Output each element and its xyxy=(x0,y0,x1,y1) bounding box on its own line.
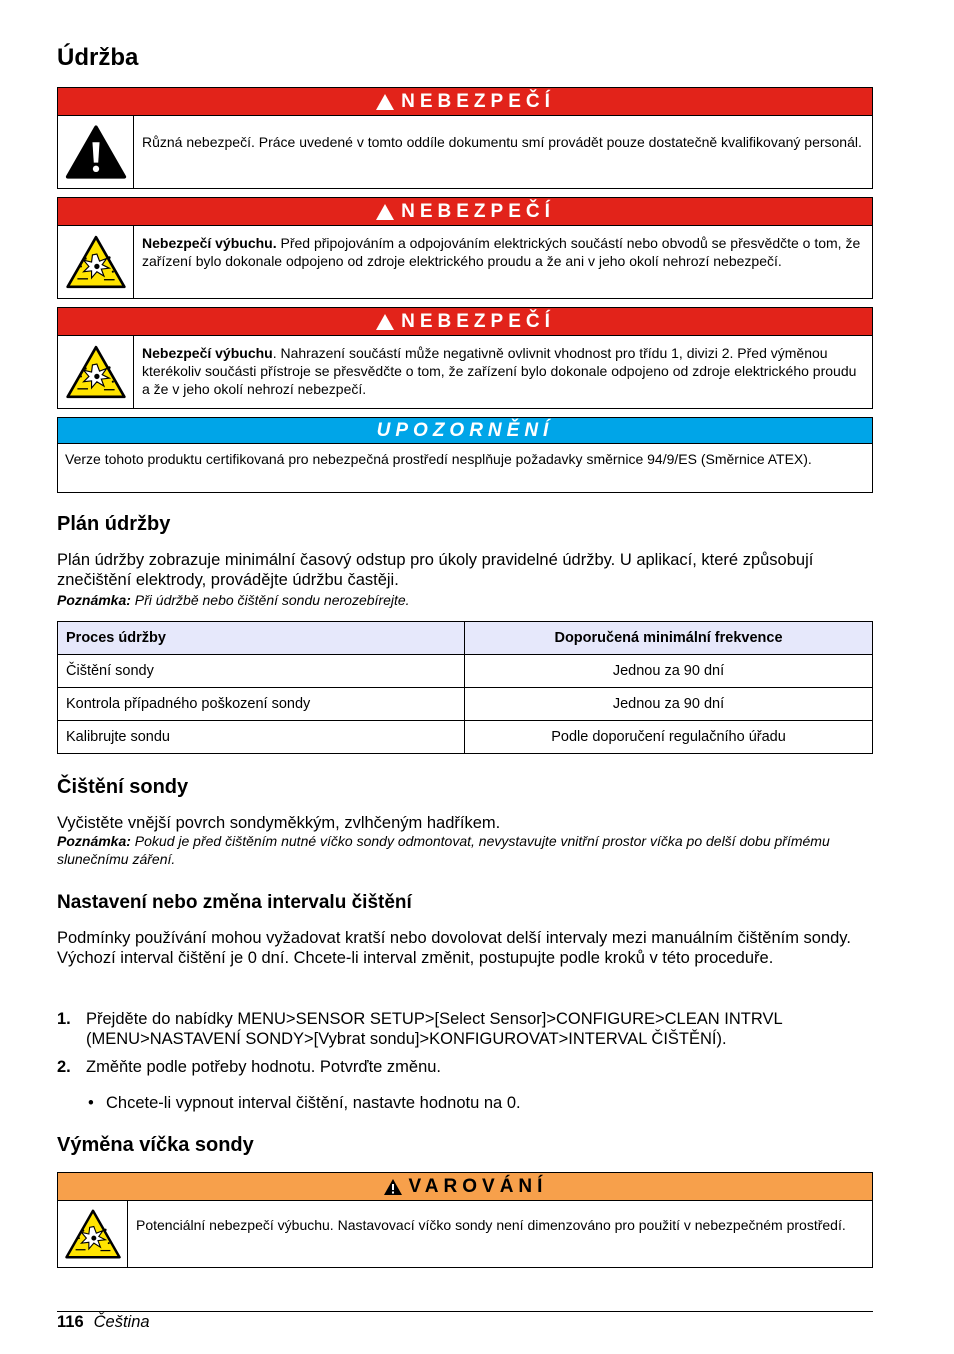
danger-text: Před připojováním a odpojováním elektrických součástí nebo obvodů se přesvědčte o tom, že zařízení bylo dokonale odpojeno od zdroje elektrického proudu a že ani v jeho okolí nehrozí nebezpečí. xyxy=(142,235,861,269)
table-header-cell: Proces údržby xyxy=(58,622,465,655)
warning-banner-label: VAROVÁNÍ xyxy=(408,1175,548,1197)
step-1: 1. Přejděte do nabídky MENU>SENSOR SETUP>[Select Sensor]>CONFIGURE>CLEAN INTRVL (MENU>NASTAVENÍ SONDY>[Vybrat sondu]>KONFIGUROVAT>INTERVAL ČIŠTĚNÍ). xyxy=(57,1010,783,1048)
table-header-cell: Doporučená minimální frekvence xyxy=(465,622,873,655)
notice-banner: UPOZORNĚNÍ xyxy=(58,418,872,444)
explosion-hazard-icon xyxy=(64,1208,122,1260)
section-heading-cleaning: Čištění sondy xyxy=(57,776,189,798)
page-number: 116 xyxy=(57,1313,84,1331)
warning-triangle-icon xyxy=(65,124,127,180)
maintenance-table xyxy=(57,621,873,754)
warning-triangle-icon xyxy=(375,93,395,111)
table-cell: Kontrola případného poškození sondy xyxy=(58,688,465,721)
danger-text: Různá nebezpečí. Práce uvedené v tomto oddíle dokumentu smí provádět pouze dostatečně kvalifikovaný personál. xyxy=(142,134,862,150)
footer-divider xyxy=(57,1311,873,1312)
table-cell: Jednou za 90 dní xyxy=(465,655,873,688)
danger-banner-label: NEBEZPEČÍ xyxy=(401,90,555,112)
warning-banner xyxy=(58,1173,872,1201)
cleaning-note: Poznámka: Pokud je před čištěním nutné víčko sondy odmontovat, nevystavujte vnitřní prostor víčka po delší dobu přímému slunečnímu záření. xyxy=(57,833,830,867)
list-item: • Chcete-li vypnout interval čištění, nastavte hodnotu na 0. xyxy=(88,1094,521,1112)
bullet-icon: • xyxy=(88,1094,94,1112)
danger-banner xyxy=(58,308,872,336)
explosion-hazard-icon xyxy=(65,344,127,400)
table-cell: Podle doporučení regulačního úřadu xyxy=(465,721,873,754)
danger-banner xyxy=(58,198,872,226)
cleaning-text: Vyčistěte vnější povrch sondyměkkým, zvlhčeným hadříkem. xyxy=(57,814,501,832)
section-heading-interval: Nastavení nebo změna intervalu čištění xyxy=(57,892,412,913)
warning-triangle-icon xyxy=(383,1178,403,1196)
danger-text: . Nahrazení součástí může negativně ovlivnit vhodnost pro třídu 1, divizi 2. Před výměnou kterékoliv součásti přístroje se přesvědčte o tom, že zařízení bylo dokonale odpojeno od zdroje elektrického proudu a že v jeho okolí nehrozí nebezpečí. xyxy=(142,345,857,397)
warning-triangle-icon xyxy=(375,313,395,331)
schedule-note: Poznámka: Při údržbě nebo čištění sondu nerozebírejte. xyxy=(57,592,410,608)
table-header-row xyxy=(58,622,873,655)
notice-box xyxy=(57,417,873,493)
explosion-hazard-icon xyxy=(65,234,127,290)
warning-box xyxy=(57,1172,873,1268)
danger-box-explosion-2 xyxy=(57,307,873,409)
schedule-intro: Plán údržby zobrazuje minimální časový odstup pro úkoly pravidelné údržby. U aplikací, které způsobují znečištění elektrody, provádějte údržbu častěji. xyxy=(57,551,814,589)
table-row xyxy=(58,721,873,754)
danger-banner-label: NEBEZPEČÍ xyxy=(401,200,555,222)
danger-box-general xyxy=(57,87,873,189)
danger-banner-label: NEBEZPEČÍ xyxy=(401,310,555,332)
warning-text: Potenciální nebezpečí výbuchu. Nastavovací víčko sondy není dimenzováno pro použití v nebezpečném prostředí. xyxy=(136,1217,846,1233)
section-heading-cap: Výměna víčka sondy xyxy=(57,1134,254,1156)
interval-text: Podmínky používání mohou vyžadovat kratší nebo dovolovat delší intervaly mezi manuálním čištěním sondy. Výchozí interval čištění je 0 dní. Chcete-li interval změnit, postupujte podle kroků v této proceduře. xyxy=(57,929,851,967)
danger-text-bold: Nebezpečí výbuchu xyxy=(142,345,273,361)
table-row xyxy=(58,688,873,721)
danger-box-explosion-1 xyxy=(57,197,873,299)
page-footer xyxy=(57,1313,150,1332)
table-cell: Kalibrujte sondu xyxy=(58,721,465,754)
table-row xyxy=(58,655,873,688)
table-cell: Čištění sondy xyxy=(58,655,465,688)
notice-text: Verze tohoto produktu certifikovaná pro nebezpečná prostředí nesplňuje požadavky směrnice 94/9/ES (Směrnice ATEX). xyxy=(65,451,812,467)
footer-language: Čeština xyxy=(93,1313,150,1331)
step-2: 2. Změňte podle potřeby hodnotu. Potvrďte změnu. xyxy=(57,1058,442,1076)
danger-text-bold: Nebezpečí výbuchu. xyxy=(142,235,277,251)
warning-triangle-icon xyxy=(375,203,395,221)
page-title: Údržba xyxy=(57,44,139,71)
danger-banner xyxy=(58,88,872,116)
section-heading-schedule: Plán údržby xyxy=(57,513,171,535)
table-cell: Jednou za 90 dní xyxy=(465,688,873,721)
